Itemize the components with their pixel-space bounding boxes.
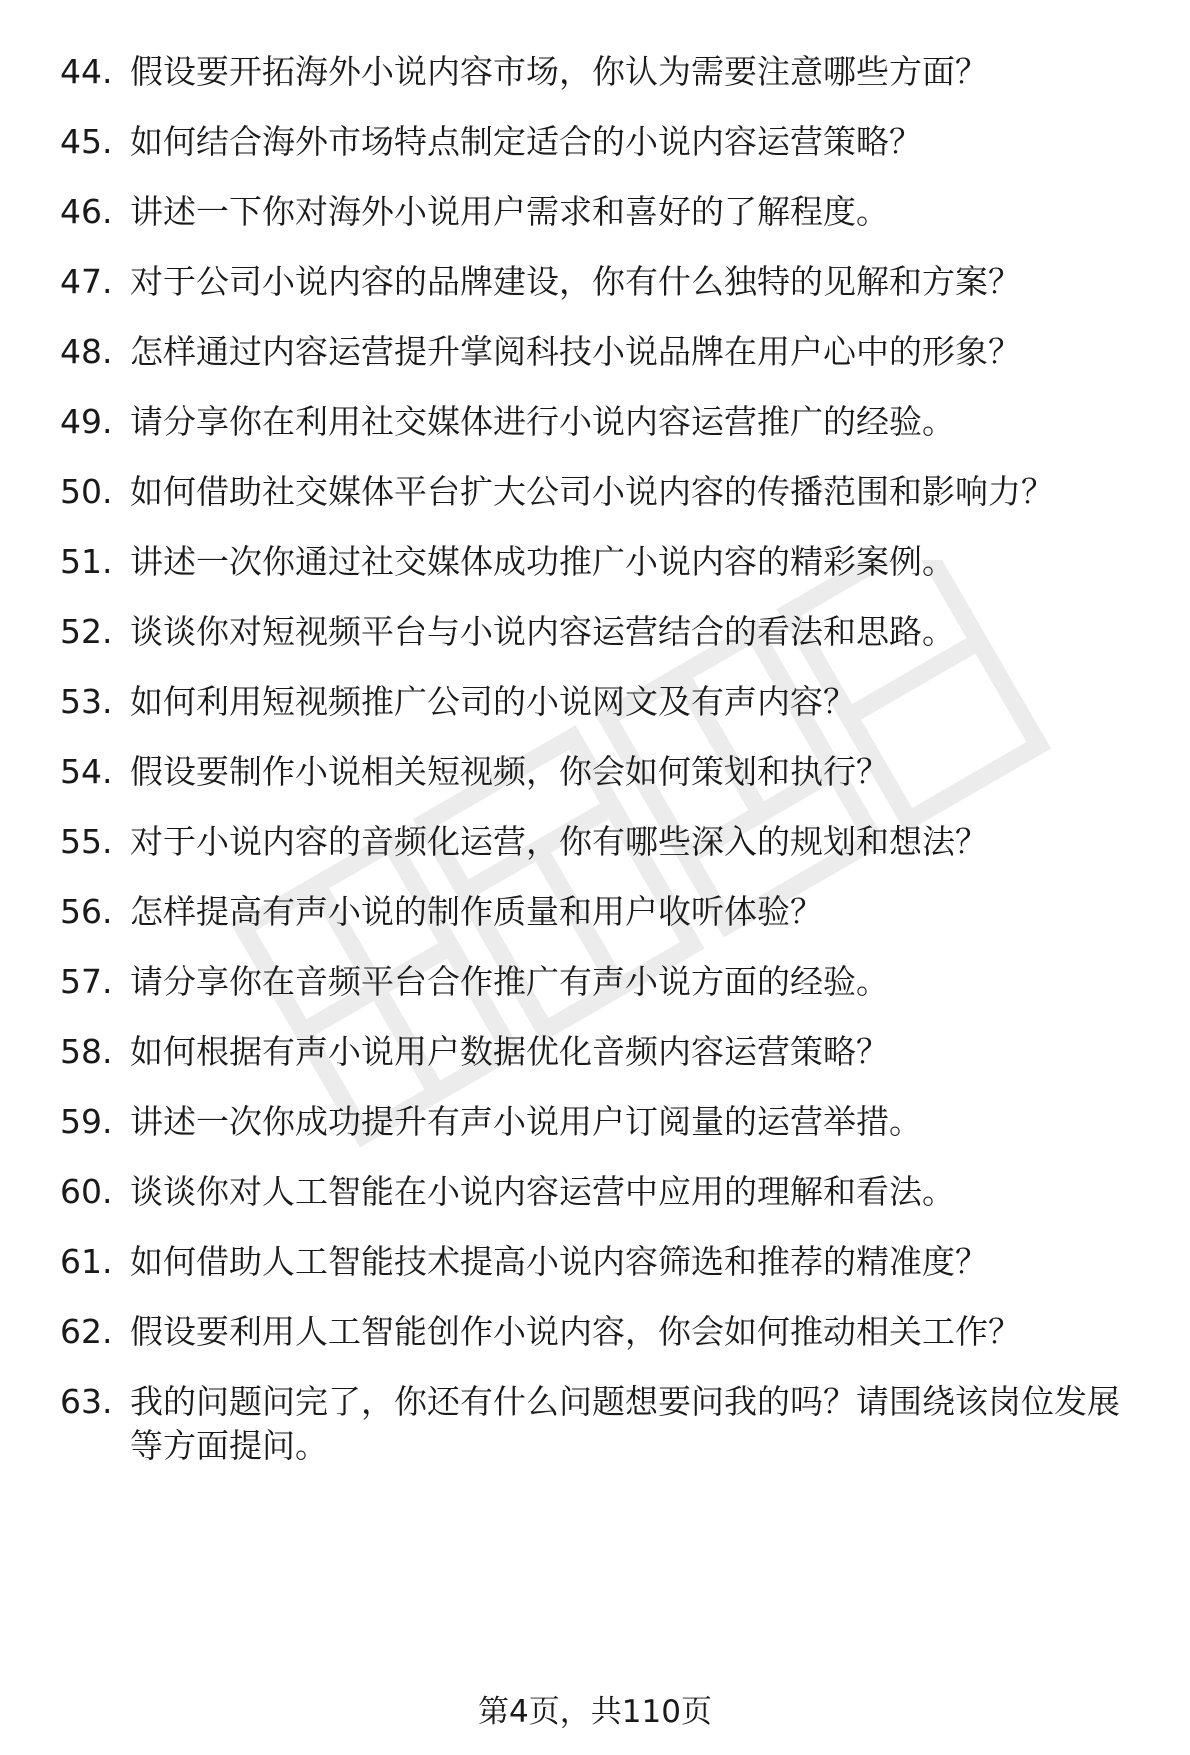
question-text: 如何借助社交媒体平台扩大公司小说内容的传播范围和影响力？	[130, 472, 1054, 511]
question-text: 假设要利用人工智能创作小说内容，你会如何推动相关工作？	[130, 1312, 1021, 1351]
question-number: 50.	[60, 472, 113, 511]
question-number: 49.	[60, 402, 113, 441]
question-text: 谈谈你对人工智能在小说内容运营中应用的理解和看法。	[130, 1172, 955, 1211]
question-number: 58.	[60, 1032, 113, 1071]
question-text: 讲述一次你成功提升有声小说用户订阅量的运营举措。	[130, 1102, 922, 1141]
question-text: 如何利用短视频推广公司的小说网文及有声内容？	[130, 682, 856, 721]
question-text: 请分享你在音频平台合作推广有声小说方面的经验。	[130, 962, 889, 1001]
question-text: 讲述一下你对海外小说用户需求和喜好的了解程度。	[130, 192, 889, 231]
question-number: 63.	[60, 1382, 113, 1421]
question-number: 62.	[60, 1312, 113, 1351]
question-text: 假设要开拓海外小说内容市场，你认为需要注意哪些方面？	[130, 52, 988, 91]
question-text: 对于小说内容的音频化运营，你有哪些深入的规划和想法？	[130, 822, 988, 861]
question-number: 44.	[60, 52, 113, 91]
question-text: 请分享你在利用社交媒体进行小说内容运营推广的经验。	[130, 402, 955, 441]
question-number: 51.	[60, 542, 113, 581]
question-number: 61.	[60, 1242, 113, 1281]
question-number: 48.	[60, 332, 113, 371]
question-text: 我的问题问完了，你还有什么问题想要问我的吗？请围绕该岗位发展等方面提问。	[130, 1382, 1120, 1465]
question-number: 46.	[60, 192, 113, 231]
question-number: 56.	[60, 892, 113, 931]
question-number: 60.	[60, 1172, 113, 1211]
question-number: 45.	[60, 122, 113, 161]
question-number: 57.	[60, 962, 113, 1001]
question-text: 讲述一次你通过社交媒体成功推广小说内容的精彩案例。	[130, 542, 955, 581]
question-number: 54.	[60, 752, 113, 791]
question-text: 谈谈你对短视频平台与小说内容运营结合的看法和思路。	[130, 612, 955, 651]
question-number: 52.	[60, 612, 113, 651]
page-footer: 第4页，共110页	[478, 1694, 712, 1730]
question-number: 55.	[60, 822, 113, 861]
question-text: 怎样提高有声小说的制作质量和用户收听体验？	[130, 892, 823, 931]
question-text: 怎样通过内容运营提升掌阅科技小说品牌在用户心中的形象？	[130, 332, 1021, 371]
question-number: 47.	[60, 262, 113, 301]
question-text: 如何借助人工智能技术提高小说内容筛选和推荐的精准度？	[130, 1242, 988, 1281]
question-number: 53.	[60, 682, 113, 721]
question-text: 如何结合海外市场特点制定适合的小说内容运营策略？	[130, 122, 922, 161]
question-text: 对于公司小说内容的品牌建设，你有什么独特的见解和方案？	[130, 262, 1021, 301]
question-text: 假设要制作小说相关短视频，你会如何策划和执行？	[130, 752, 889, 791]
question-number: 59.	[60, 1102, 113, 1141]
question-text: 如何根据有声小说用户数据优化音频内容运营策略？	[130, 1032, 889, 1071]
